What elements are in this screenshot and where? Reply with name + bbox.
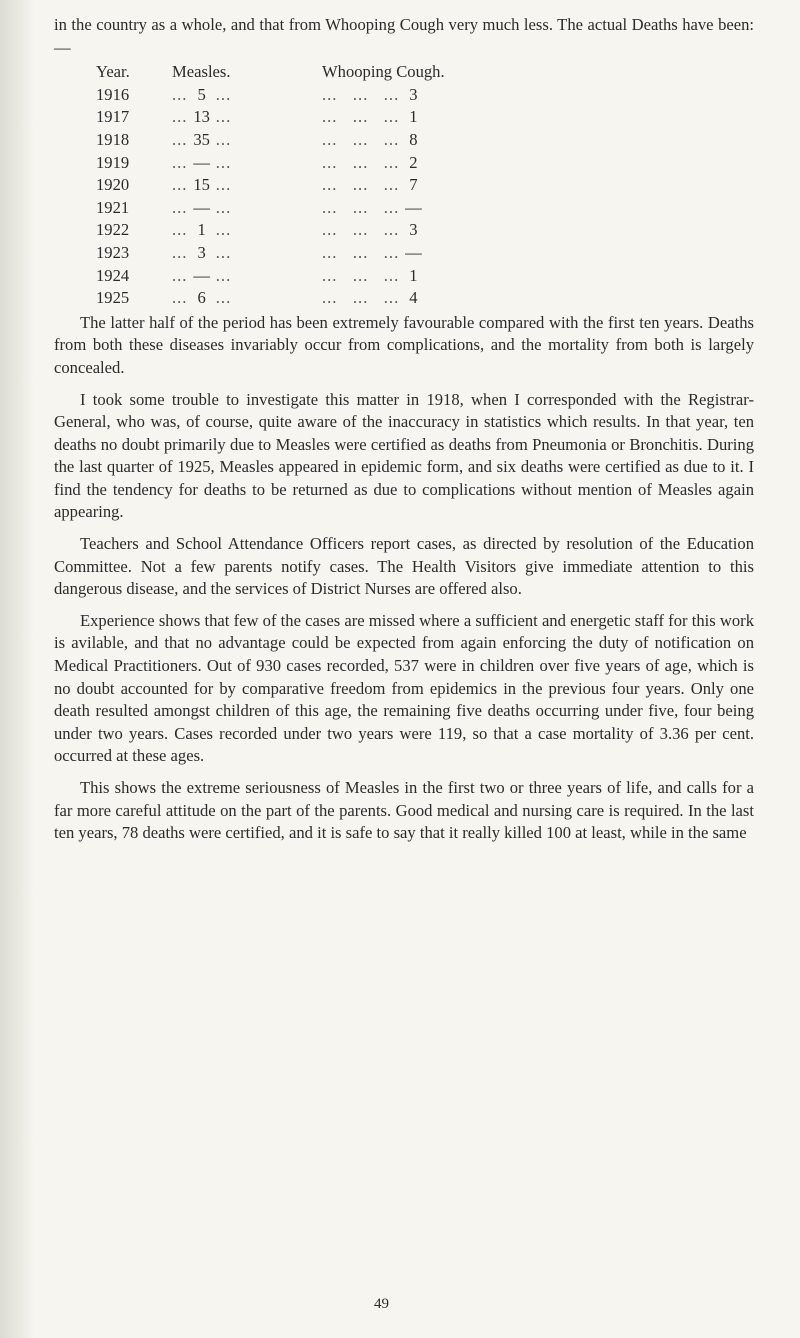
whooping-value: 8 (409, 129, 418, 149)
cell-whooping-cough (322, 242, 572, 265)
cell-year: 1919 (96, 152, 130, 172)
leader-dots: ... ... ... (322, 175, 400, 195)
whooping-value: 2 (409, 152, 418, 172)
cell-year: 1922 (96, 220, 130, 240)
intro-paragraph: in the country as a whole, and that from Whooping Cough very much less. The actual Deaths have been:— (54, 15, 754, 57)
cell-measles (172, 265, 322, 288)
cell-year: 1924 (96, 265, 130, 285)
leader-dots: ... (215, 288, 232, 308)
cell-whooping-cough (322, 129, 572, 152)
leader-dots: ... ... ... (322, 265, 400, 285)
leader-dots: ... (172, 288, 188, 308)
deaths-table (96, 61, 572, 310)
leader-dots: ... (215, 152, 232, 172)
whooping-value: 3 (409, 84, 418, 104)
whooping-value: — (405, 197, 422, 217)
cell-year: 1918 (96, 129, 130, 149)
table-row (96, 84, 572, 107)
leader-dots: ... (172, 220, 188, 240)
leader-dots: ... ... ... (322, 220, 400, 240)
measles-value: 5 (197, 84, 206, 104)
measles-value: 1 (197, 220, 206, 240)
leader-dots: ... (215, 265, 232, 285)
leader-dots: ... (215, 129, 232, 149)
leader-dots: ... (172, 107, 188, 127)
leader-dots: ... (172, 175, 188, 195)
cell-year: 1925 (96, 288, 130, 308)
cell-year: 1921 (96, 197, 130, 217)
cell-measles (172, 106, 322, 129)
whooping-value: 7 (409, 175, 418, 195)
page-number: 49 (374, 1296, 389, 1312)
leader-dots: ... (215, 220, 232, 240)
cell-whooping-cough (322, 219, 572, 242)
whooping-value: 1 (409, 107, 418, 127)
cell-year: 1923 (96, 242, 130, 262)
paragraph-2: I took some trouble to investigate this matter in 1918, when I corresponded with the Registrar-General, who was, of course, quite aware of the inaccuracy in statistics which results. In that year, ten deaths no doubt primarily due to Measles were certified as deaths from Pneumonia or Bronchitis. During the last quarter of 1925, Measles appeared in epidemic form, and six deaths were certified as due to it. I find the tendency for deaths to be returned as due to complications without mention of Measles again appearing. (54, 389, 754, 522)
cell-measles (172, 242, 322, 265)
cell-whooping-cough (322, 152, 572, 175)
table-row (96, 174, 572, 197)
header-year: Year. (96, 62, 130, 82)
cell-measles (172, 219, 322, 242)
whooping-value: 3 (409, 220, 418, 240)
leader-dots: ... ... ... (322, 129, 400, 149)
leader-dots: ... ... ... (322, 288, 400, 308)
leader-dots: ... (215, 84, 232, 104)
leader-dots: ... (172, 152, 188, 172)
leader-dots: ... ... ... (322, 242, 400, 262)
leader-dots: ... ... ... (322, 84, 400, 104)
measles-value: 35 (193, 129, 210, 149)
whooping-value: — (405, 242, 422, 262)
cell-whooping-cough (322, 106, 572, 129)
measles-value: 15 (193, 175, 210, 195)
leader-dots: ... ... ... (322, 107, 400, 127)
table-row (96, 106, 572, 129)
leader-dots: ... (215, 107, 232, 127)
leader-dots: ... (215, 197, 232, 217)
cell-year: 1916 (96, 84, 130, 104)
cell-measles (172, 174, 322, 197)
cell-year: 1917 (96, 107, 130, 127)
measles-value: — (193, 197, 210, 217)
paragraph-3: Teachers and School Attendance Officers report cases, as directed by resolution of the Education Committee. Not a few parents notify cases. The Health Visitors give immediate attention to this dangerous disease, and the services of District Nurses are offered also. (54, 534, 754, 599)
page-edge-shadow (0, 0, 34, 1338)
leader-dots: ... (215, 175, 232, 195)
cell-year: 1920 (96, 175, 130, 195)
table-row (96, 265, 572, 288)
table-row (96, 242, 572, 265)
cell-measles (172, 84, 322, 107)
cell-whooping-cough (322, 174, 572, 197)
cell-measles (172, 197, 322, 220)
leader-dots: ... (172, 129, 188, 149)
cell-whooping-cough (322, 287, 572, 310)
cell-measles (172, 287, 322, 310)
cell-measles (172, 152, 322, 175)
header-whooping-cough: Whooping Cough. (322, 62, 445, 82)
measles-value: — (193, 152, 210, 172)
measles-value: 6 (197, 288, 206, 308)
paragraph-5: This shows the extreme seriousness of Measles in the first two or three years of life, and calls for a far more careful attitude on the part of the parents. Good medical and nursing care is required. In the last ten years, 78 deaths were certified, and it is safe to say that it really killed 100 at least, while in the same (54, 778, 754, 843)
leader-dots: ... ... ... (322, 152, 400, 172)
table-row (96, 152, 572, 175)
leader-dots: ... (215, 242, 232, 262)
table-row (96, 287, 572, 310)
table-row (96, 197, 572, 220)
paragraph-1: The latter half of the period has been extremely favourable compared with the first ten years. Deaths from both these diseases invariably occur from complications, and the mortality from both is largely concealed. (54, 312, 754, 377)
whooping-value: 1 (409, 265, 418, 285)
cell-measles (172, 129, 322, 152)
document-page (54, 14, 754, 845)
table-row (96, 129, 572, 152)
leader-dots: ... (172, 265, 188, 285)
measles-value: 3 (197, 242, 206, 262)
measles-value: — (193, 265, 210, 285)
paragraph-4: Experience shows that few of the cases are missed where a sufficient and energetic staff for this work is avilable, and that no advantage could be expected from again enforcing the duty of notification on Medical Practitioners. Out of 930 cases recorded, 537 were in children over five years of age, which is no doubt accounted for by comparative freedom from epidemics in the previous four years. Only one death resulted amongst children of this age, the remaining five deaths occurring under five, four being under two years. Cases recorded under two years were 119, so that a case mortality of 3.36 per cent. occurred at these ages. (54, 610, 754, 766)
measles-value: 13 (193, 107, 210, 127)
whooping-value: 4 (409, 288, 418, 308)
leader-dots: ... (172, 197, 188, 217)
leader-dots: ... (172, 242, 188, 262)
header-measles: Measles. (172, 62, 231, 82)
table-row (96, 219, 572, 242)
cell-whooping-cough (322, 84, 572, 107)
cell-whooping-cough (322, 197, 572, 220)
cell-whooping-cough (322, 265, 572, 288)
leader-dots: ... ... ... (322, 197, 400, 217)
table-header-row (96, 61, 572, 84)
leader-dots: ... (172, 84, 188, 104)
